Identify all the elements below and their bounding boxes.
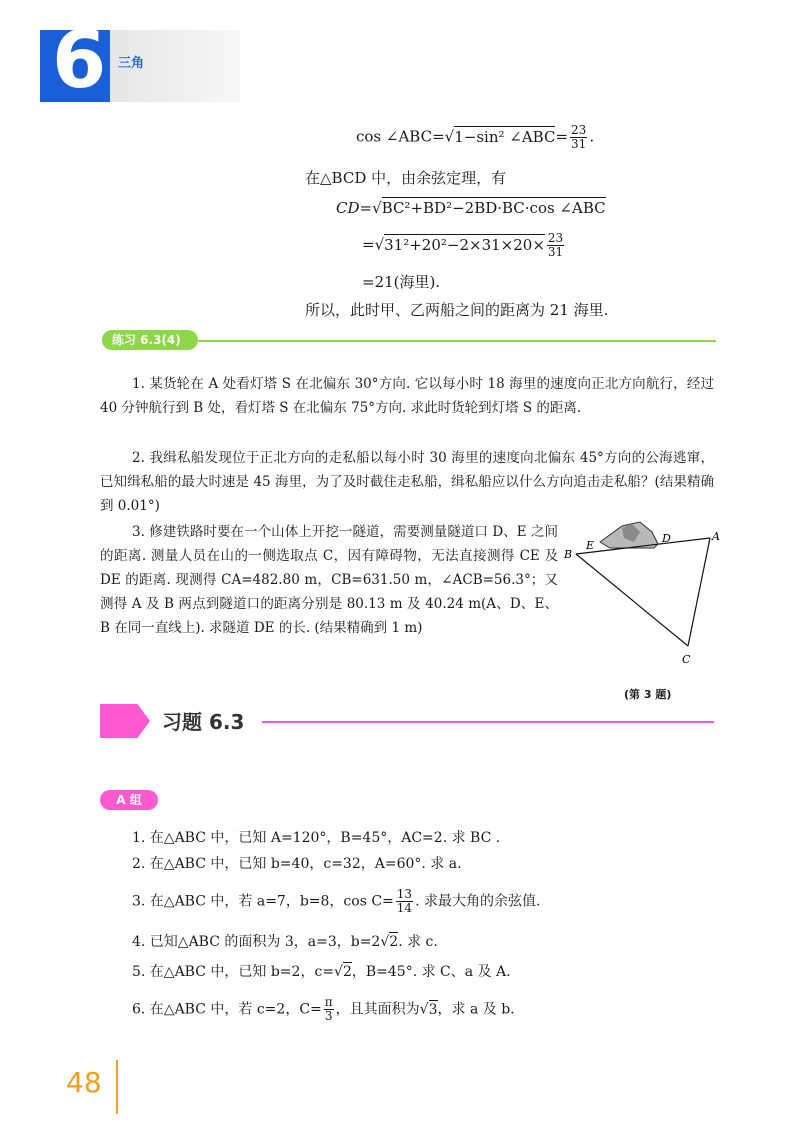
practice-item-3: 3. 修建铁路时要在一个山体上开挖一隧道，需要测量隧道口 D、E 之间的距离. 测量人员在山的一侧选取点 C，因有障碍物，无法直接测得 CE 及 DE 的距离. 现测得 CA=482.80 m，CB=631.50 m，∠ACB=56.3°；又测得 A 及 B 两点到隧道口的距离分别是 80.13 m 及 40.24 m(A、D、E、B 在同一直线上). 求隧道 DE 的长. (结果精确到 1 m) [100,524,558,636]
numerator: 23 [571,123,587,137]
tunnel-figure [560,518,730,678]
exercise-1: 1. 在△ABC 中，已知 A=120°，B=45°，AC=2. 求 BC . [132,830,501,846]
exercise-5-sqrt: 2 [342,964,352,980]
exercises-title: 习题 6.3 [162,710,245,734]
label-e: E [586,539,595,552]
cosine-law-intro: 在△BCD 中，由余弦定理，有 [305,169,507,187]
equals: = [432,127,445,146]
exercise-6: 6. 在△ABC 中，若 c=2，C= $\frac{\pi}{3}$ ，且其面积为√3，求 a 及 b. [132,995,515,1023]
practice-item-1: 1. 某货轮在 A 处看灯塔 S 在北偏东 30°方向. 它以每小时 18 海里的速度向正北方向航行，经过 40 分钟航行到 B 处，看灯塔 S 在北偏东 75°方向. 求此时货轮到灯塔 S 的距离. [100,376,714,416]
equals: = [359,199,373,217]
equals: = [362,235,375,254]
exercise-5-text: 5. 在△ABC 中，已知 b=2，c= [132,964,335,980]
substitution-sqrt: 31²+20²−2×31×20× [384,235,545,254]
period: . [589,127,595,146]
line-bc [576,554,688,646]
exercise-6-sqrt: 3 [428,1001,438,1018]
practice-item-2: 2. 我缉私船发现位于正北方向的走私船以每小时 30 海里的速度向北偏东 45°方向的公海逃窜，已知缉私船的最大时速是 45 海里，为了及时截住走私船，缉私船应以什么方向追击走私船？(结果精确到 0.01°) [100,450,714,514]
label-c: C [682,653,691,666]
chapter-title: 三角 [118,56,145,71]
denominator: 14 [396,901,413,915]
page-number: 48 [66,1066,102,1099]
line-ac [688,538,710,646]
numerator: π [324,995,333,1009]
exercise-3-text: 3. 在△ABC 中，若 a=7，b=8，cos C= [132,893,394,910]
exercise-3-fraction [396,888,413,915]
denominator: 3 [324,1009,333,1023]
numerator: 23 [547,231,564,245]
cd-result: =21(海里). [362,273,441,291]
exercise-6-fraction [324,996,334,1023]
exercise-6-mid: ，且其面积为 [335,1001,420,1018]
exercise-2: 2. 在△ABC 中，已知 b=40，c=32，A=60°. 求 a. [132,856,462,872]
exercises-rule [262,721,714,723]
exercise-5: 5. 在△ABC 中，已知 b=2，c=√2，B=45°. 求 C、a 及 A. [132,964,511,980]
exercise-3-tail: . 求最大角的余弦值. [415,893,541,910]
practice-label: 练习 6.3(4) [102,330,198,350]
substitution-fraction [547,232,564,259]
conclusion: 所以，此时甲、乙两船之间的距离为 21 海里. [305,301,609,319]
cd-sqrt: BC²+BD²−2BD·BC·cos ∠ABC [381,199,606,217]
label-b: B [564,548,573,561]
chapter-number: 6 [52,16,107,106]
label-a: A [712,530,720,543]
exercise-3 [132,888,540,915]
cd-formula: CD=√BC²+BD²−2BD·BC·cos ∠ABC [336,199,606,217]
page-number-bar [116,1060,118,1114]
exercise-5-tail: ，B=45°. 求 C、a 及 A. [351,964,511,980]
cos-sqrt: 1−sin² ∠ABC [454,127,556,146]
cos-fraction [570,124,587,151]
equals: = [555,127,569,146]
exercise-4: 4. 已知△ABC 的面积为 3，a=3，b=2√2. 求 c. [132,934,438,950]
cos-lhs: cos ∠ABC [356,127,433,146]
cd-label: CD [336,199,360,217]
exercise-4-text: 4. 已知△ABC 的面积为 3，a=3，b=2 [132,934,381,950]
practice-rule [198,340,716,342]
figure-caption: (第 3 题) [624,688,672,701]
exercise-4-tail: . 求 c. [398,934,438,950]
exercise-4-sqrt: 2 [389,934,399,950]
denominator: 31 [547,245,564,259]
cd-substitution: =√31²+20²−2×31×20× $\frac{23}{31}$ [362,231,564,259]
label-d: D [662,532,671,545]
numerator: 13 [396,887,413,901]
exercises-tab [100,704,150,738]
group-label: A 组 [100,790,158,810]
cos-formula: cos ∠ABC=√1−sin² ∠ABC= $\frac{23}{31}$ . [356,123,595,151]
denominator: 31 [571,137,587,151]
exercise-6-tail: ，求 a 及 b. [437,1001,515,1018]
exercise-6-text: 6. 在△ABC 中，若 c=2，C= [132,1001,322,1018]
